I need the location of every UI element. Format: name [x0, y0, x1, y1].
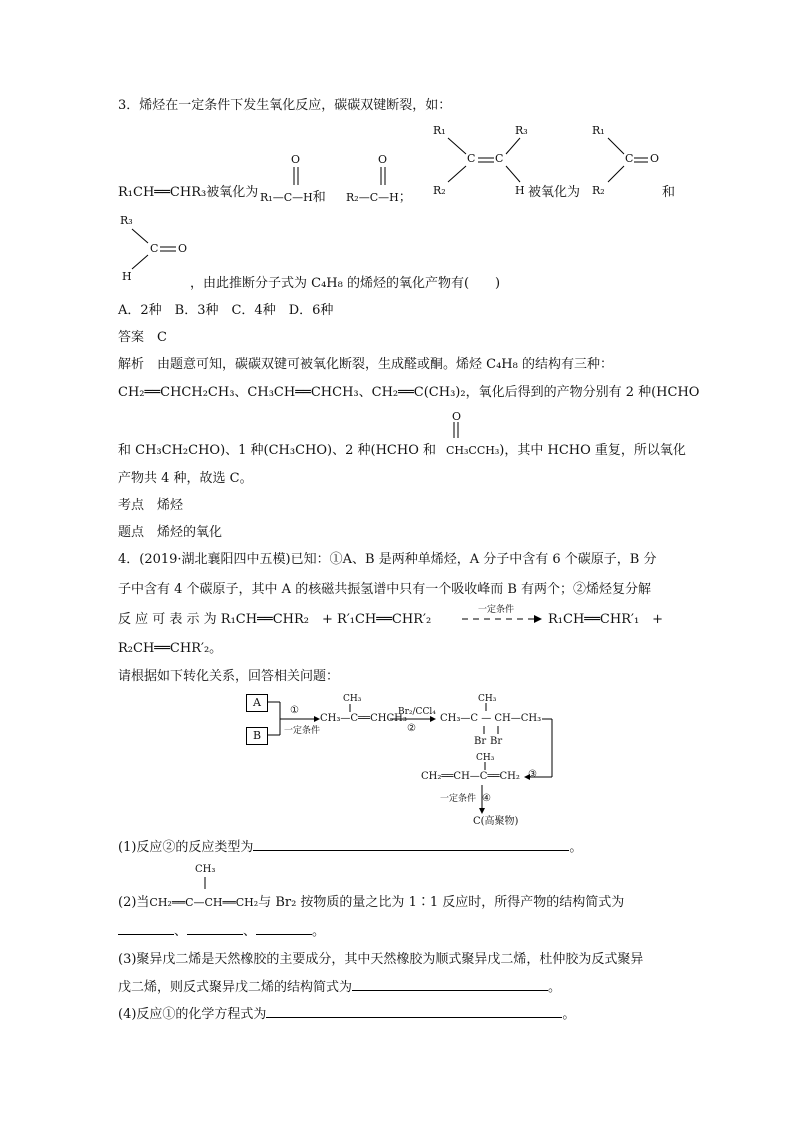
sub3-line-2 [118, 978, 561, 997]
scheme-box-a: A [246, 694, 268, 712]
sub3-text: 戊二烯，则反式聚异戊二烯的结构简式为 [118, 980, 353, 995]
semicolon-text: ； [398, 190, 412, 205]
aldehyde-r1-oxygen: O [291, 153, 301, 166]
sub1-end: 。 [569, 840, 583, 855]
h-text: H [303, 191, 313, 204]
scheme-prod2: CH₃—C — CH—CH₃ [440, 713, 542, 724]
aldehyde-r2-oxygen: O [378, 153, 388, 166]
q4-line-2: 子中含有 4 个碳原子，其中 A 的核磁共振氢谱中只有一个吸收峰而 B 有两个；②烯烃复分解 [118, 582, 652, 597]
alkene-r2: R₂ [433, 184, 446, 197]
sub2-methyl-bond [200, 876, 210, 890]
sub2-sep-2: 、 [243, 924, 257, 939]
ketone-o: O [650, 152, 660, 165]
sub4 [118, 1005, 575, 1024]
sub2-line-1 [118, 894, 624, 912]
aldehyde-r3-c: C [150, 242, 159, 255]
scheme-prod1-methyl: CH₃ [343, 694, 362, 704]
aldehyde-r3-h: H [122, 270, 132, 283]
scheme-br-1: Br [474, 736, 487, 747]
scheme-step-2: ② [407, 723, 416, 734]
scheme-prod3: CH₂══CH—C══CH₂ [421, 771, 520, 782]
q3-analysis-3a: 和 CH₃CH₂CHO)、1 种(CH₃CHO)、2 种(HCHO 和 [118, 443, 437, 458]
sub1-text: (1)反应②的反应类型为 [118, 840, 254, 855]
scheme-reagent-2: Br₂/CCl₄ [398, 707, 436, 717]
alkene-c1: C [467, 152, 476, 165]
sub1 [118, 838, 582, 857]
q4-dashed-arrow [462, 612, 542, 626]
q3-kaodian: 考点 烯烃 [118, 498, 184, 513]
scheme-box-b: B [246, 727, 268, 745]
scheme-prod3-methyl: CH₃ [476, 753, 495, 763]
q3-answer: 答案 C [118, 330, 167, 345]
sub2-text-b: 与 Br₂ 按物质的量之比为 1∶1 反应时，所得产物的结构简式为 [258, 895, 625, 910]
oxidized-label-2: 被氧化为 [528, 185, 581, 200]
q3-deduce: ，由此推断分子式为 C₄H₈ 的烯烃的氧化产物有( ) [190, 276, 501, 291]
scheme-step-4: ④ [482, 793, 491, 804]
q3-analysis-4: 产物共 4 种，故选 C。 [118, 471, 253, 486]
aldehyde-r1: R₁—C—H和 [260, 190, 326, 205]
sub2-methyl: CH₃ [195, 864, 216, 875]
sub2-text-a: (2)当 [118, 895, 150, 910]
q3-analysis-3b: )，其中 HCHO 重复，所以氧化 [499, 443, 686, 458]
scheme-prod-c: C(高聚物) [473, 816, 519, 827]
aldehyde-r3-o: O [178, 242, 188, 255]
ketone-r2: R₂ [592, 184, 605, 197]
alkene-h: H [515, 184, 525, 197]
q3-oxidized-label: 被氧化为 [206, 185, 259, 200]
scheme-br-2: Br [490, 736, 503, 747]
q4-line-3b: R₁CH══CHR′₁ + [548, 612, 664, 627]
q3-analysis-3 [118, 442, 686, 460]
q4-line-5: 请根据如下转化关系，回答相关问题： [118, 669, 340, 684]
alkene-r1: R₁ [433, 124, 446, 137]
sub2-blank-2[interactable] [187, 922, 243, 935]
q3-tidian: 题点 烯烃的氧化 [118, 525, 223, 540]
q3-analysis-2: CH₂══CHCH₂CH₃、CH₃CH══CHCH₃、CH₂══C(CH₃)₂，氧化后得到的产物分别有 2 种(HCHO [118, 385, 700, 400]
q3-intro: 3．烯烃在一定条件下发生氧化反应，碳碳双键断裂，如： [118, 98, 452, 113]
scheme-prod2-methyl: CH₃ [478, 694, 497, 704]
q3-analysis-1: 解析 由题意可知，碳碳双键可被氧化断裂，生成醛或酮。烯烃 C₄H₈ 的结构有三种： [118, 357, 613, 372]
q4-cond-label: 一定条件 [478, 605, 515, 615]
h-text-2: H [389, 191, 399, 204]
sub1-answer-blank[interactable] [253, 838, 569, 851]
aldehyde-r2-double-bond [377, 165, 389, 187]
sub2-line-2 [118, 922, 325, 941]
q4-line-3a: 反 应 可 表 示 为 R₁CH══CHR₂ + R′₁CH══CHR′₂ [118, 612, 432, 627]
aldehyde-r1-double-bond [290, 165, 302, 187]
sub4-answer-blank[interactable] [266, 1005, 562, 1018]
sub2-structure: CH₂══C—CH══CH₂ [149, 896, 259, 909]
q4-line-4: R₂CH══CHR′₂。 [118, 641, 223, 656]
q4-line-1: 4．(2019·湖北襄阳四中五模)已知：①A、B 是两种单烯烃，A 分子中含有 6 个碳原子，B 分 [118, 552, 657, 567]
sub3-line-1: (3)聚异戊二烯是天然橡胶的主要成分，其中天然橡胶为顺式聚异戊二烯，杜仲胶为反式聚异 [118, 952, 644, 967]
q3-reaction-line [118, 184, 258, 202]
sub2-blank-1[interactable] [118, 922, 174, 935]
sub2-end: 。 [312, 924, 326, 939]
scheme-cond-1: 一定条件 [284, 726, 321, 736]
q3-options: A．2种 B．3种 C．4种 D．6种 [118, 303, 334, 318]
ketone-c: C [625, 152, 634, 165]
scheme-step-3: ③ [528, 769, 537, 780]
scheme-step-1: ① [290, 705, 299, 716]
sub2-blank-3[interactable] [256, 922, 312, 935]
sub4-end: 。 [562, 1007, 576, 1022]
sub2-sep-1: 、 [174, 924, 188, 939]
alkene-c2: C [495, 152, 504, 165]
alkene-r3: R₃ [515, 124, 528, 137]
ketone-inline-o: O [452, 410, 462, 423]
aldehyde-r3: R₃ [120, 214, 133, 227]
sub3-answer-blank[interactable] [352, 978, 548, 991]
ketone-inline-double-bond [450, 420, 462, 440]
and-text: 和 [312, 190, 326, 205]
q3-reactant: R₁CH══CHR₃ [118, 185, 207, 200]
scheme-prod1: CH₃—C══CHCH₃ [320, 713, 407, 724]
and-far: 和 [662, 185, 676, 200]
sub4-text: (4)反应①的化学方程式为 [118, 1007, 267, 1022]
ketone-r1: R₁ [592, 124, 605, 137]
r1-text: R₁ [260, 191, 273, 204]
sub3-end: 。 [548, 980, 562, 995]
aldehyde-r2: R₂—C—H； [346, 190, 412, 205]
scheme-cond-4: 一定条件 [440, 794, 477, 804]
ketone-inline: CH₃CCH₃ [446, 444, 500, 457]
r2-text: R₂ [346, 191, 359, 204]
